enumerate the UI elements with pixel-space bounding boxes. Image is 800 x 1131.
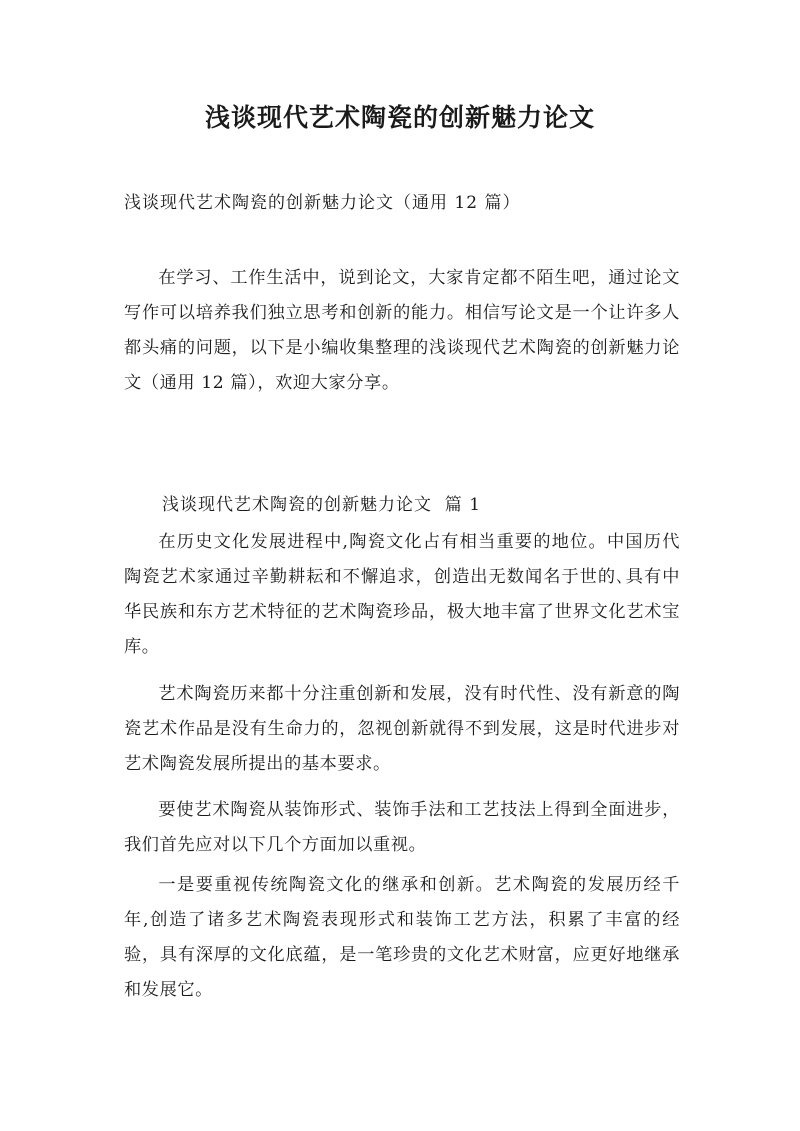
- body-paragraph-4: 一是要重视传统陶瓷文化的继承和创新。艺术陶瓷的发展历经千年,创造了诸多艺术陶瓷表现形式和装饰工艺方法，积累了丰富的经验，具有深厚的文化底蕴，是一笔珍贵的文化艺术财富，应更好地继承和发展它。: [124, 875, 680, 1000]
- section-heading: 浅谈现代艺术陶瓷的创新魅力论文 篇 1: [162, 495, 482, 515]
- body-paragraph-2: 艺术陶瓷历来都十分注重创新和发展，没有时代性、没有新意的陶瓷艺术作品是没有生命力的，忽视创新就得不到发展，这是时代进步对艺术陶瓷发展所提出的基本要求。: [124, 684, 680, 774]
- document-title: 浅谈现代艺术陶瓷的创新魅力论文: [204, 103, 595, 132]
- document-subtitle: 浅谈现代艺术陶瓷的创新魅力论文（通用 12 篇）: [124, 193, 521, 213]
- body-paragraph-3: 要使艺术陶瓷从装饰形式、装饰手法和工艺技法上得到全面进步，我们首先应对以下几个方面加以重视。: [124, 800, 680, 855]
- body-paragraph-1: 在历史文化发展进程中,陶瓷文化占有相当重要的地位。中国历代陶瓷艺术家通过辛勤耕耘和不懈追求，创造出无数闻名于世的､具有中华民族和东方艺术特征的艺术陶瓷珍品，极大地丰富了世界文化艺术宝库。: [124, 532, 680, 657]
- intro-paragraph: 在学习、工作生活中，说到论文，大家肯定都不陌生吧，通过论文写作可以培养我们独立思考和创新的能力。相信写论文是一个让许多人都头痛的问题，以下是小编收集整理的浅谈现代艺术陶瓷的创新魅力论文（通用 12 篇），欢迎大家分享。: [124, 268, 680, 393]
